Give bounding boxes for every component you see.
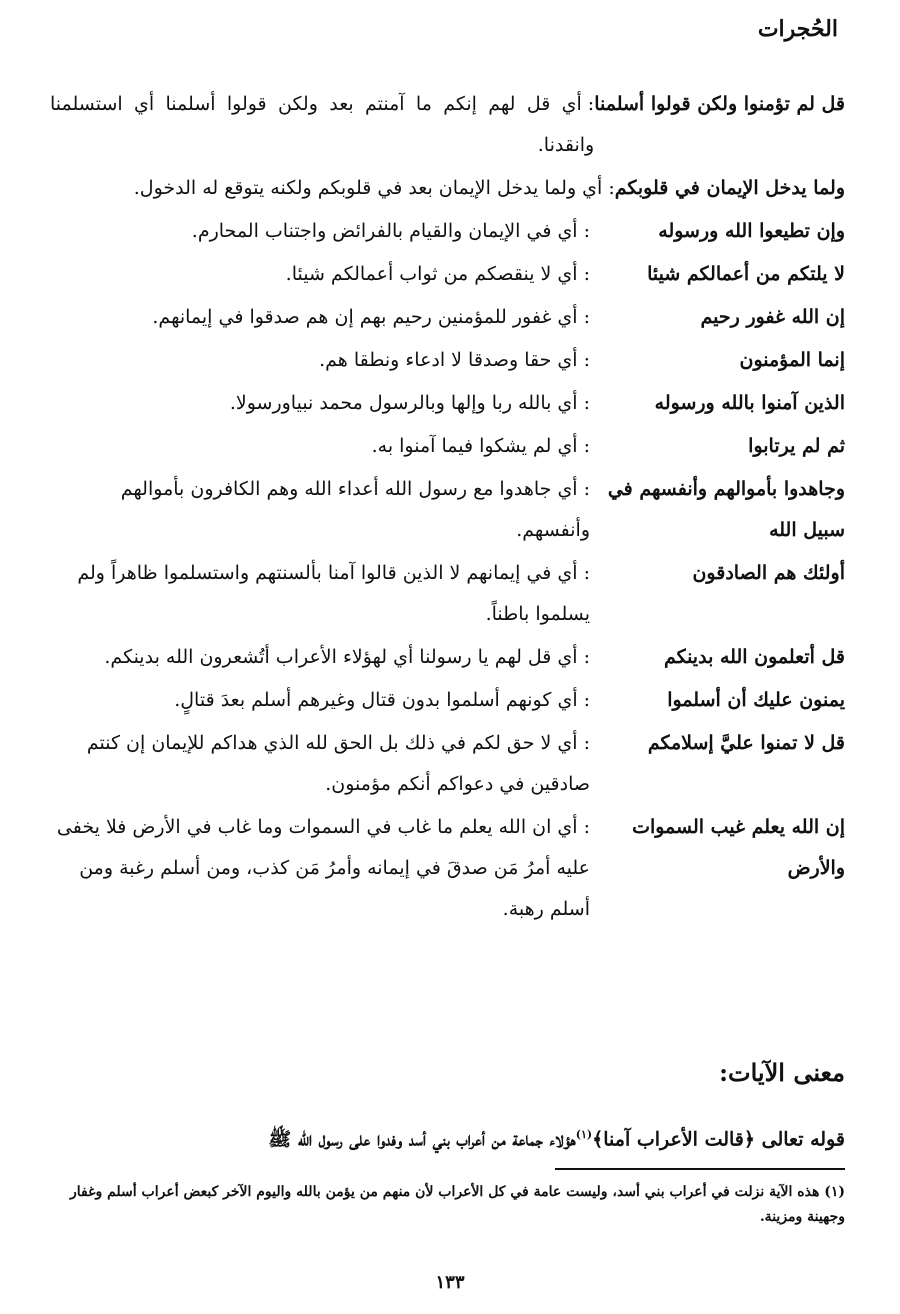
footnote-divider [555,1168,845,1170]
vocab-term: ثم لم يرتابوا [748,435,845,457]
vocab-explanation: :أي جاهدوا مع رسول الله أعداء الله وهم الكافرون بأموالهم وأنفسهم. [120,478,590,541]
vocab-explanation: :أي في الإيمان والقيام بالفرائض واجتناب المحارم. [191,220,590,242]
vocab-term: قل لم تؤمنوا ولكن قولوا أسلمنا [594,93,845,115]
vocab-entry [50,168,845,209]
vocab-explanation: :أي لا حق لكم في ذلك بل الحق لله الذي هداكم للإيمان إن كنتم صادقين في دعواكم أنكم مؤمنون. [86,732,590,795]
page-number: ١٣٣ [435,1272,465,1293]
vocab-entry [50,807,845,930]
vocab-explanation: :أي في إيمانهم لا الذين قالوا آمنا بألسنتهم واستسلموا ظاهراً ولم يسلموا باطناً. [77,562,590,625]
vocab-term: قل لا تمنوا عليَّ إسلامكم [647,732,845,754]
running-header [758,16,838,42]
footnote-marker: (١) [575,1128,593,1141]
vocab-entry [50,553,845,635]
commentary-text: هؤلاء جماعة من أعراب بني أسد وفدوا على رسول الله ﷺ [268,1128,576,1151]
vocab-entry [50,469,845,551]
vocab-entry [50,297,845,338]
vocab-term: يمنون عليك أن أسلموا [667,689,845,711]
vocab-term: لا يلتكم من أعمالكم شيئا [647,263,845,285]
vocab-explanation: :أي حقا وصدقا لا ادعاء ونطقا هم. [319,349,590,371]
vocab-explanation: :أي كونهم أسلموا بدون قتال وغيرهم أسلم بعدَ قتالٍ. [174,689,590,711]
vocab-entry [50,340,845,381]
vocab-term: قل أتعلمون الله بدينكم [663,646,845,668]
vocab-explanation: :أي ان الله يعلم ما غاب في السموات وما غاب في الأرض فلا يخفى عليه أمرُ مَن صدقَ في إيمانه وأمرُ مَن كذب، ومن أسلم رغبة ومن أسلم رهبة. [56,816,590,920]
vocab-entry [50,637,845,678]
vocab-term: وجاهدوا بأموالهم وأنفسهم في سبيل الله [607,478,845,541]
footnote: (١) هذه الآية نزلت في أعراب بني أسد، وليست عامة في كل الأعراب لأن منهم من يؤمن بالله واليوم الآخر كبعض أعراب أسلم وغفار وجهينة ومزينة. [70,1184,845,1225]
surah-name: الحُجرات [757,16,838,42]
vocab-explanation: :أي لا ينقصكم من ثواب أعمالكم شيئا. [285,263,590,285]
vocab-entry [50,84,845,166]
verse-quote: قوله تعالى ﴿قالت الأعراب آمنا﴾ [592,1128,845,1151]
vocab-term: ولما يدخل الإيمان في قلوبكم [614,177,845,199]
vocab-entry [50,211,845,252]
section-heading: معنى الآيات: [719,1058,845,1087]
vocab-explanation: :أي قل لهم إنكم ما آمنتم بعد ولكن قولوا أسلمنا أي استسلمنا وانقدنا. [50,93,595,156]
vocab-term: إن الله غفور رحيم [700,306,845,328]
vocab-entry [50,254,845,295]
vocab-explanation: :أي غفور للمؤمنين رحيم بهم إن هم صدقوا في إيمانهم. [152,306,590,328]
vocab-term: إنما المؤمنون [739,349,845,371]
vocab-term: إن الله يعلم غيب السموات والأرض [632,816,845,879]
vocab-entry [50,383,845,424]
vocab-explanation: :أي ولما يدخل الإيمان بعد في قلوبكم ولكنه يتوقع له الدخول. [133,177,615,199]
vocab-term: الذين آمنوا بالله ورسوله [654,392,845,414]
vocab-explanation: :أي لم يشكوا فيما آمنوا به. [371,435,590,457]
vocab-term: أولئك هم الصادقون [692,562,845,584]
vocab-term: وإن تطيعوا الله ورسوله [658,220,845,242]
vocab-explanation: :أي قل لهم يا رسولنا أي لهؤلاء الأعراب أتُشعرون الله بدينكم. [104,646,590,668]
vocab-entry [50,723,845,805]
vocab-entry [50,680,845,721]
vocabulary-list [50,84,845,932]
commentary-paragraph [50,1115,845,1159]
vocab-explanation: :أي بالله ربا وإلها وبالرسول محمد نبياورسولا. [229,392,590,414]
vocab-entry [50,426,845,467]
